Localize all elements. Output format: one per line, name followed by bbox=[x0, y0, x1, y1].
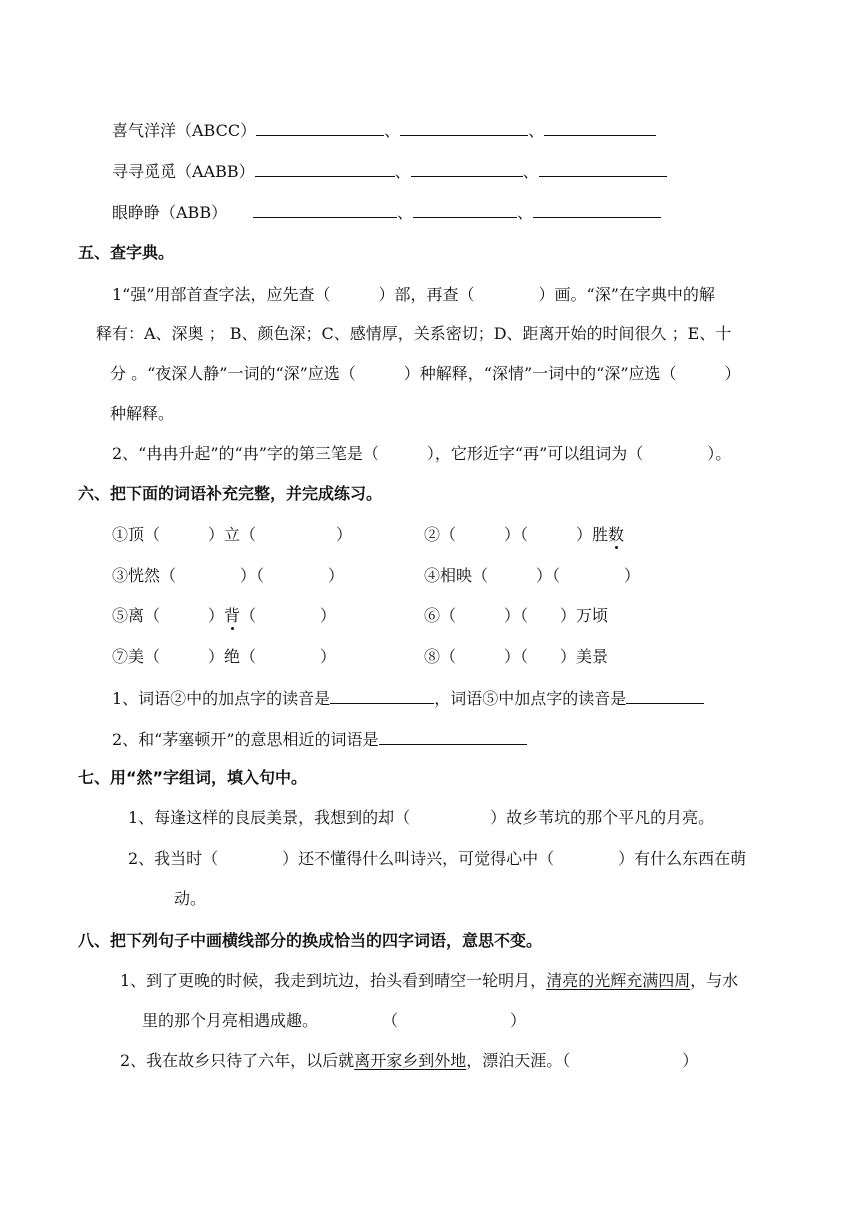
question-text: 里的那个月亮相遇成趣。 （ ） bbox=[142, 1011, 527, 1030]
question-text: 1、到了更晚的时候，我走到坑边，抬头看到晴空一轮明月，清亮的光辉充满四周，与水 bbox=[120, 971, 739, 990]
idiom-item: ⑧（ ）（ ）美景 bbox=[424, 647, 609, 666]
question-text: 分 。“夜深人静”一词的“深”应选（ ）种解释，“深情”一词中的“深”应选（ ） bbox=[110, 364, 741, 383]
word-row-3: 眼睁睁（ABB） 、 、 bbox=[112, 202, 661, 224]
idiom-item: ②（ ）（ ）胜数 bbox=[424, 525, 625, 544]
question-text: 2、和“茅塞顿开”的意思相近的词语是 bbox=[112, 729, 527, 751]
answer-blank[interactable] bbox=[253, 203, 397, 218]
idiom-item: ⑤离（ ）背（ ） bbox=[112, 606, 337, 625]
question-text: 2、我在故乡只待了六年，以后就离开家乡到外地，漂泊天涯。（ ） bbox=[120, 1051, 699, 1070]
word-row-2: 寻寻觅觅（AABB） 、 、 bbox=[112, 161, 667, 183]
section-heading: 七、用“然”字组词，填入句中。 bbox=[78, 768, 308, 787]
answer-blank[interactable] bbox=[255, 162, 395, 177]
section-heading: 六、把下面的词语补充完整，并完成练习。 bbox=[78, 484, 383, 503]
idiom-item: ④相映（ ）（ ） bbox=[424, 566, 641, 585]
answer-blank[interactable] bbox=[539, 162, 667, 177]
answer-blank[interactable] bbox=[411, 162, 523, 177]
idiom-item: ③恍然（ ）（ ） bbox=[112, 566, 345, 585]
dotted-character: 背 bbox=[224, 606, 241, 625]
answer-blank[interactable] bbox=[256, 121, 384, 136]
dotted-character: 数 bbox=[608, 525, 625, 544]
word-label: 寻寻觅觅（AABB） bbox=[112, 162, 255, 181]
section-heading: 五、查字典。 bbox=[78, 243, 175, 262]
word-row-1: 喜气洋洋（ABCC） 、 、 bbox=[112, 120, 656, 142]
question-text: 1、每逢这样的良辰美景，我想到的却（ ）故乡苇坑的那个平凡的月亮。 bbox=[128, 808, 715, 827]
word-label: 眼睁睁（ABB） bbox=[112, 203, 228, 222]
answer-blank[interactable] bbox=[533, 203, 661, 218]
idiom-item: ⑥（ ）（ ）万顷 bbox=[424, 606, 609, 625]
answer-blank[interactable] bbox=[626, 689, 704, 704]
question-text: 2、我当时（ ）还不懂得什么叫诗兴，可觉得心中（ ）有什么东西在萌 bbox=[128, 849, 747, 868]
question-text: 1、词语②中的加点字的读音是 ，词语⑤中加点字的读音是 bbox=[112, 688, 704, 710]
answer-blank[interactable] bbox=[544, 121, 656, 136]
idiom-item: ①顶（ ）立（ ） bbox=[112, 525, 353, 544]
question-text: 1“强”用部首查字法，应先查（ ）部，再查（ ）画。“深”在字典中的解 bbox=[112, 285, 715, 304]
section-heading: 八、把下列句子中画横线部分的换成恰当的四字词语，意思不变。 bbox=[78, 931, 543, 950]
question-text: 动。 bbox=[174, 889, 207, 908]
answer-blank[interactable] bbox=[379, 730, 527, 745]
answer-blank[interactable] bbox=[413, 203, 517, 218]
answer-blank[interactable] bbox=[400, 121, 528, 136]
question-text: 种解释。 bbox=[110, 404, 175, 423]
answer-blank[interactable] bbox=[330, 689, 434, 704]
question-text: 2、“冉冉升起”的“冉”字的第三笔是（ ），它形近字“再”可以组词为（ ）。 bbox=[112, 444, 732, 463]
underlined-phrase: 清亮的光辉充满四周 bbox=[546, 971, 691, 990]
underlined-phrase: 离开家乡到外地 bbox=[354, 1051, 467, 1070]
idiom-item: ⑦美（ ）绝（ ） bbox=[112, 647, 337, 666]
word-label: 喜气洋洋（ABCC） bbox=[112, 121, 257, 140]
question-text: 释有：A、深奥 ； B、颜色深；C、感情厚，关系密切；D、距离开始的时间很久 ；E、十 bbox=[96, 324, 732, 343]
